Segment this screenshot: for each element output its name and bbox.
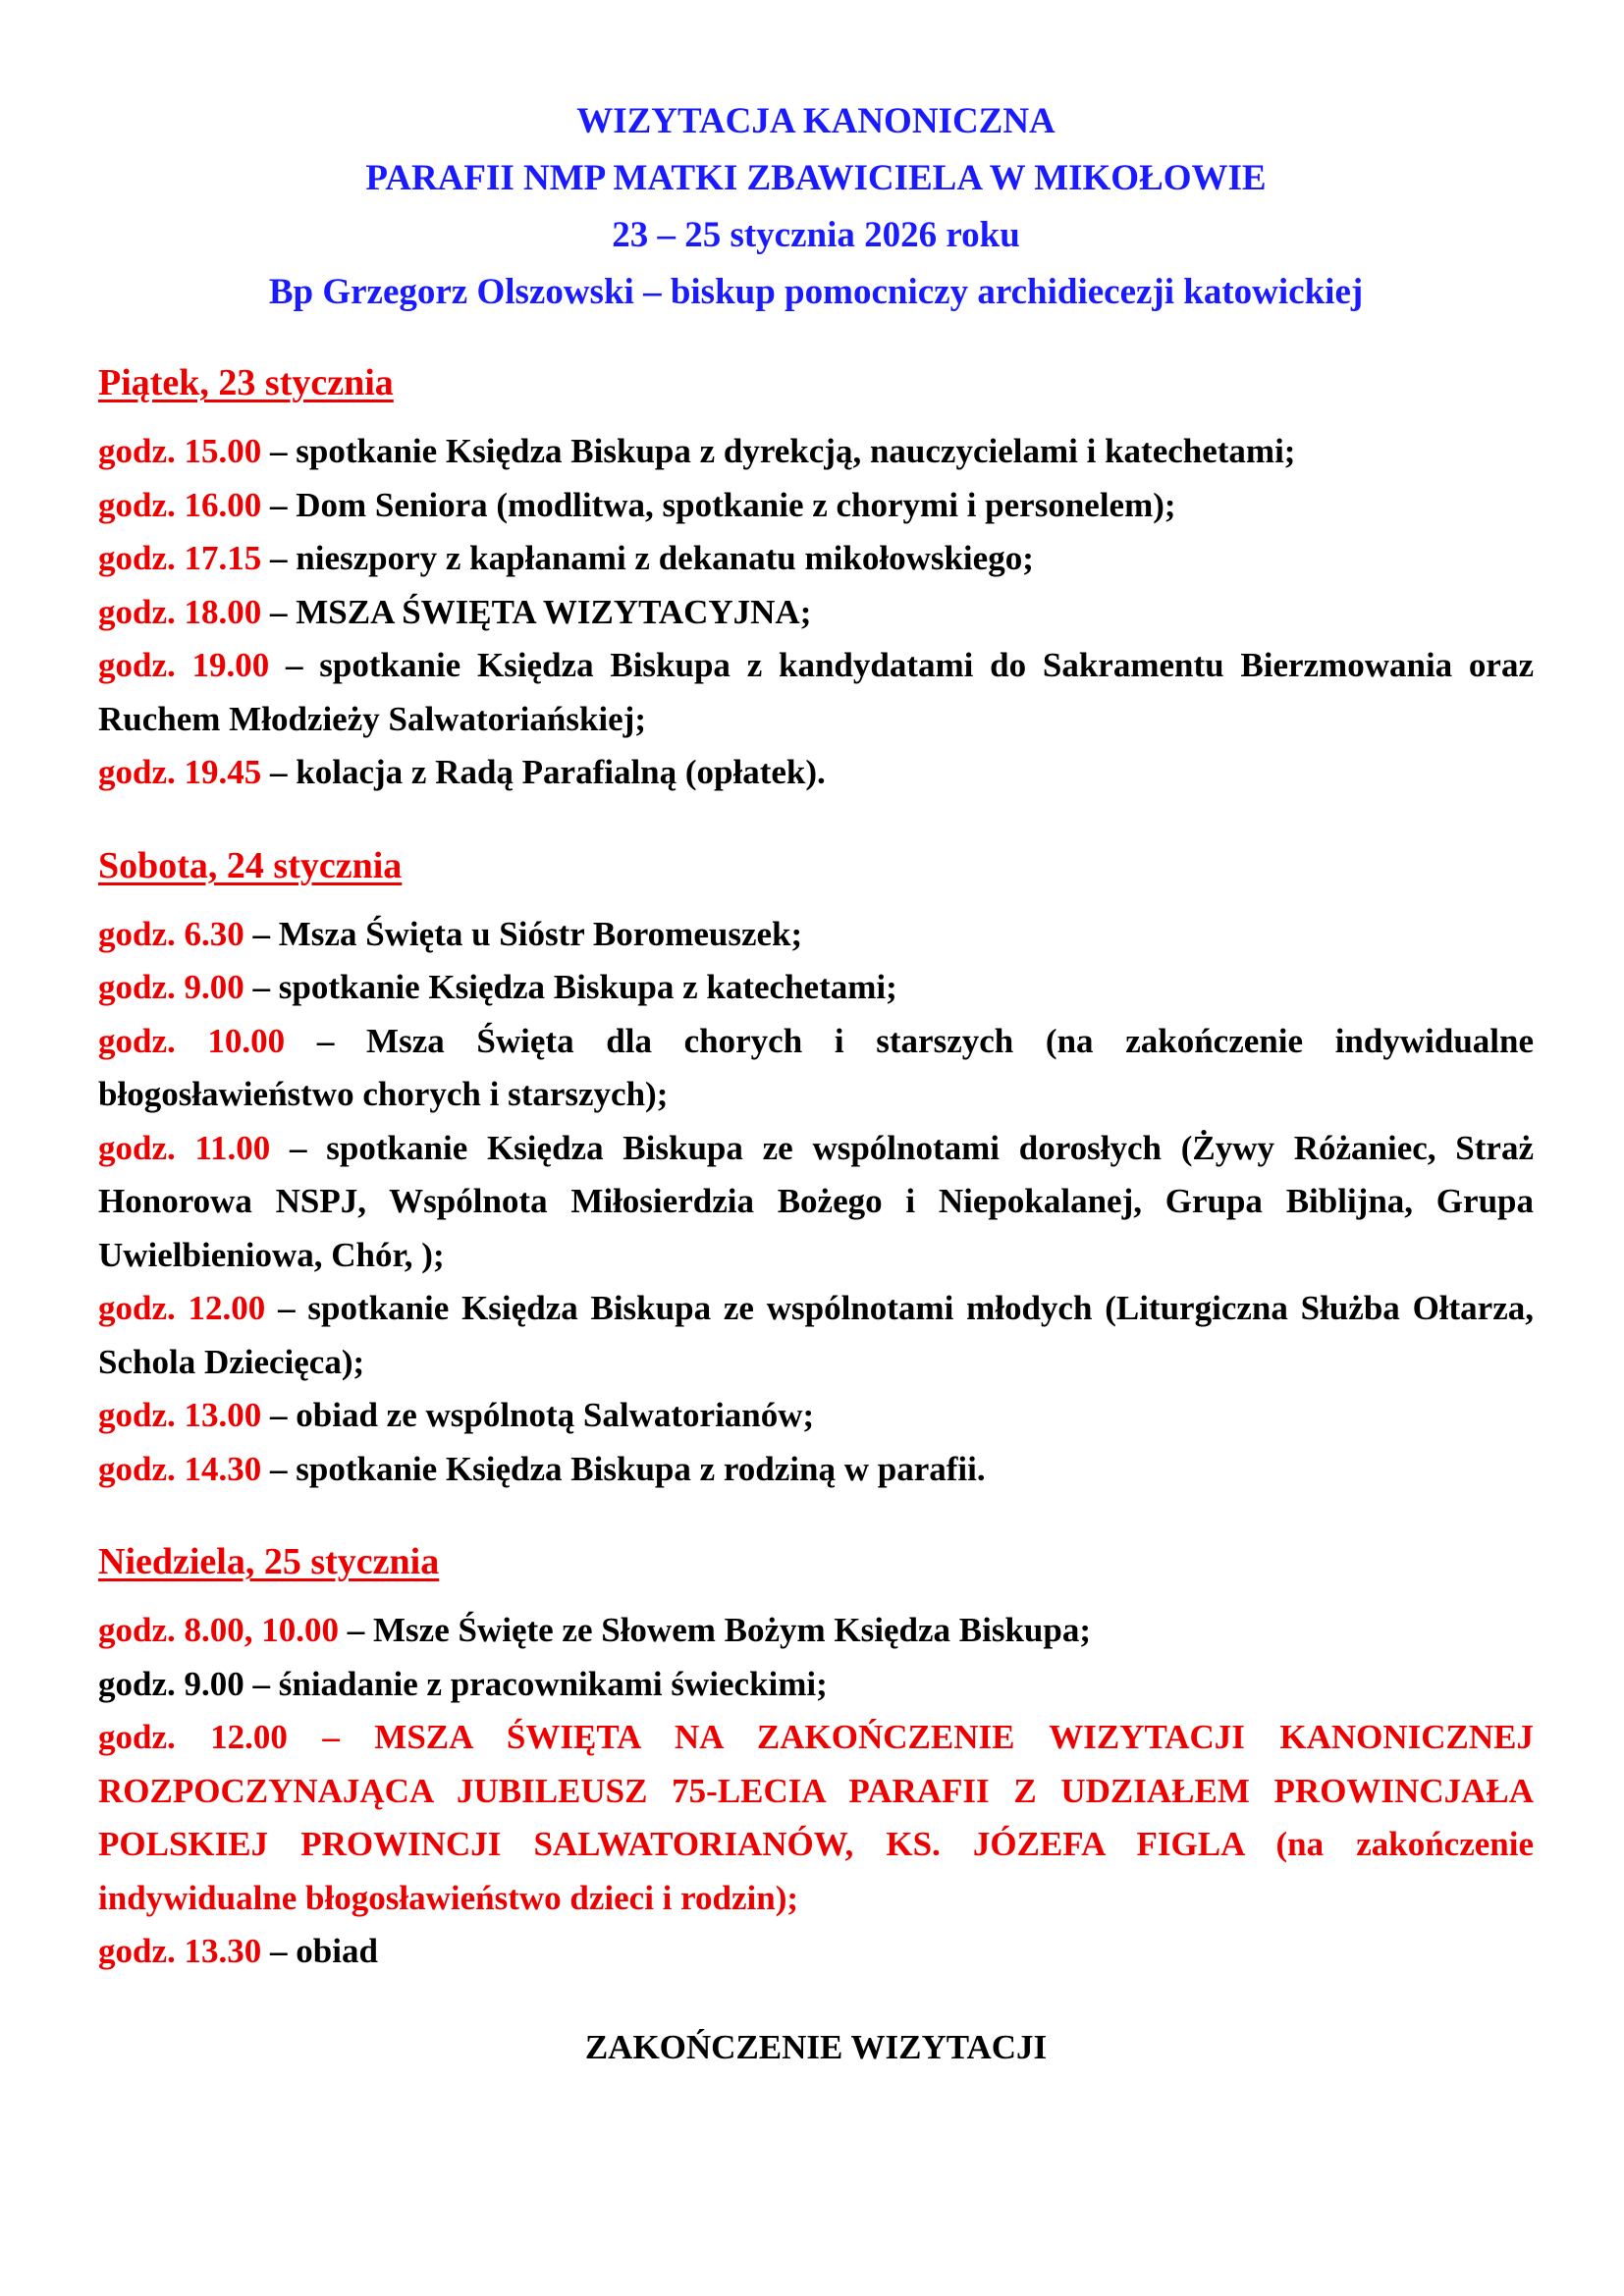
schedule-entry-highlighted xyxy=(98,1711,1534,1925)
entry-text: – MSZA ŚWIĘTA NA ZAKOŃCZENIE WIZYTACJI KANONICZNEJ ROZPOCZYNAJĄCA JUBILEUSZ 75-LECIA PARAFII Z UDZIAŁEM PROWINCJAŁA POLSKIEJ PROWINCJI SALWATORIANÓW, KS. JÓZEFA FIGLA (na zakończenie indywidualne błogosławieństwo dzieci i rodzin); xyxy=(98,1718,1534,1917)
entry-text: – spotkanie Księdza Biskupa z dyrekcją, nauczycielami i katechetami; xyxy=(261,432,1296,470)
header-dates: 23 – 25 stycznia 2026 roku xyxy=(612,215,1020,255)
schedule-entry xyxy=(98,746,1534,800)
schedule-entry xyxy=(98,639,1534,746)
entry-time: godz. 18.00 xyxy=(98,592,262,631)
entry-time: godz. 11.00 xyxy=(98,1128,271,1167)
entry-time: godz. 19.45 xyxy=(98,753,262,791)
schedule-entry xyxy=(98,1658,1534,1712)
day-section-sunday xyxy=(98,1537,1534,1979)
schedule-entry xyxy=(98,1122,1534,1283)
day-section-friday xyxy=(98,358,1534,800)
schedule-entry xyxy=(98,1015,1534,1122)
entry-text: – nieszpory z kapłanami z dekanatu mikołowskiego; xyxy=(261,539,1034,577)
entry-text: – obiad xyxy=(261,1932,378,1970)
entry-text: – Msza Święta dla chorych i starszych (na zakończenie indywidualne błogosławieństwo chorych i starszych); xyxy=(98,1021,1535,1113)
entry-text: – śniadanie z pracownikami świeckimi; xyxy=(244,1664,828,1703)
entry-time: godz. 19.00 xyxy=(98,646,270,684)
schedule-entry xyxy=(98,1282,1534,1389)
entry-time: godz. 13.30 xyxy=(98,1932,262,1970)
header-title: WIZYTACJA KANONICZNA xyxy=(576,101,1056,141)
entry-text: – spotkanie Księdza Biskupa z rodziną w parafii. xyxy=(261,1449,986,1488)
schedule-entry xyxy=(98,479,1534,533)
document-page xyxy=(98,93,1534,2102)
header-bishop: Bp Grzegorz Olszowski – biskup pomocniczy archidiecezji katowickiej xyxy=(268,272,1364,312)
entry-text: – obiad ze wspólnotą Salwatorianów; xyxy=(261,1396,815,1434)
entry-time: godz. 9.00 xyxy=(98,1664,244,1703)
entry-time: godz. 13.00 xyxy=(98,1396,262,1434)
entry-time: godz. 15.00 xyxy=(98,432,262,470)
day-heading: Niedziela, 25 stycznia xyxy=(98,1541,440,1582)
entry-text: – Msza Święta u Sióstr Boromeuszek; xyxy=(244,914,803,953)
entry-text: – kolacja z Radą Parafialną (opłatek). xyxy=(261,753,826,791)
entry-time: godz. 14.30 xyxy=(98,1449,262,1488)
entry-text: – spotkanie Księdza Biskupa ze wspólnotami młodych (Liturgiczna Służba Ołtarza, Schola Dziecięca); xyxy=(98,1289,1535,1381)
entry-time: godz. 17.15 xyxy=(98,539,262,577)
schedule-entry xyxy=(98,586,1534,640)
schedule-entry xyxy=(98,425,1534,479)
entry-time: godz. 12.00 xyxy=(98,1718,288,1756)
schedule-entry xyxy=(98,961,1534,1015)
entry-time: godz. 9.00 xyxy=(98,968,244,1006)
schedule-entry xyxy=(98,1389,1534,1443)
entry-time: godz. 10.00 xyxy=(98,1021,286,1060)
schedule-entry xyxy=(98,1443,1534,1497)
schedule-entry xyxy=(98,1604,1534,1658)
entry-time: godz. 8.00, 10.00 xyxy=(98,1611,339,1649)
entry-time: godz. 6.30 xyxy=(98,914,244,953)
day-heading: Sobota, 24 stycznia xyxy=(98,844,403,886)
day-heading: Piątek, 23 stycznia xyxy=(98,362,394,403)
schedule-entry xyxy=(98,532,1534,586)
document-header xyxy=(98,93,1534,321)
entry-text: – Dom Seniora (modlitwa, spotkanie z chorymi i personelem); xyxy=(261,485,1176,524)
schedule-entry xyxy=(98,908,1534,962)
entry-time: godz. 12.00 xyxy=(98,1289,266,1327)
closing-line: ZAKOŃCZENIE WIZYTACJI xyxy=(584,2027,1048,2066)
schedule-entry xyxy=(98,1925,1534,1979)
entry-time: godz. 16.00 xyxy=(98,485,262,524)
entry-text: – spotkanie Księdza Biskupa ze wspólnotami dorosłych (Żywy Różaniec, Straż Honorowa NSPJ, Wspólnota Miłosierdzia Bożego i Niepokalanej, Grupa Biblijna, Grupa Uwielbieniowa, Chór, ); xyxy=(98,1128,1534,1274)
day-section-saturday xyxy=(98,841,1534,1497)
header-parish: PARAFII NMP MATKI ZBAWICIELA W MIKOŁOWIE xyxy=(365,158,1267,198)
entry-text: – MSZA ŚWIĘTA WIZYTACYJNA; xyxy=(261,592,812,631)
entry-text: – spotkanie Księdza Biskupa z kandydatami do Sakramentu Bierzmowania oraz Ruchem Młodzieży Salwatoriańskiej; xyxy=(98,646,1534,738)
entry-text: – Msze Święte ze Słowem Bożym Księdza Biskupa; xyxy=(339,1611,1092,1649)
entry-text: – spotkanie Księdza Biskupa z katechetami; xyxy=(244,968,897,1006)
